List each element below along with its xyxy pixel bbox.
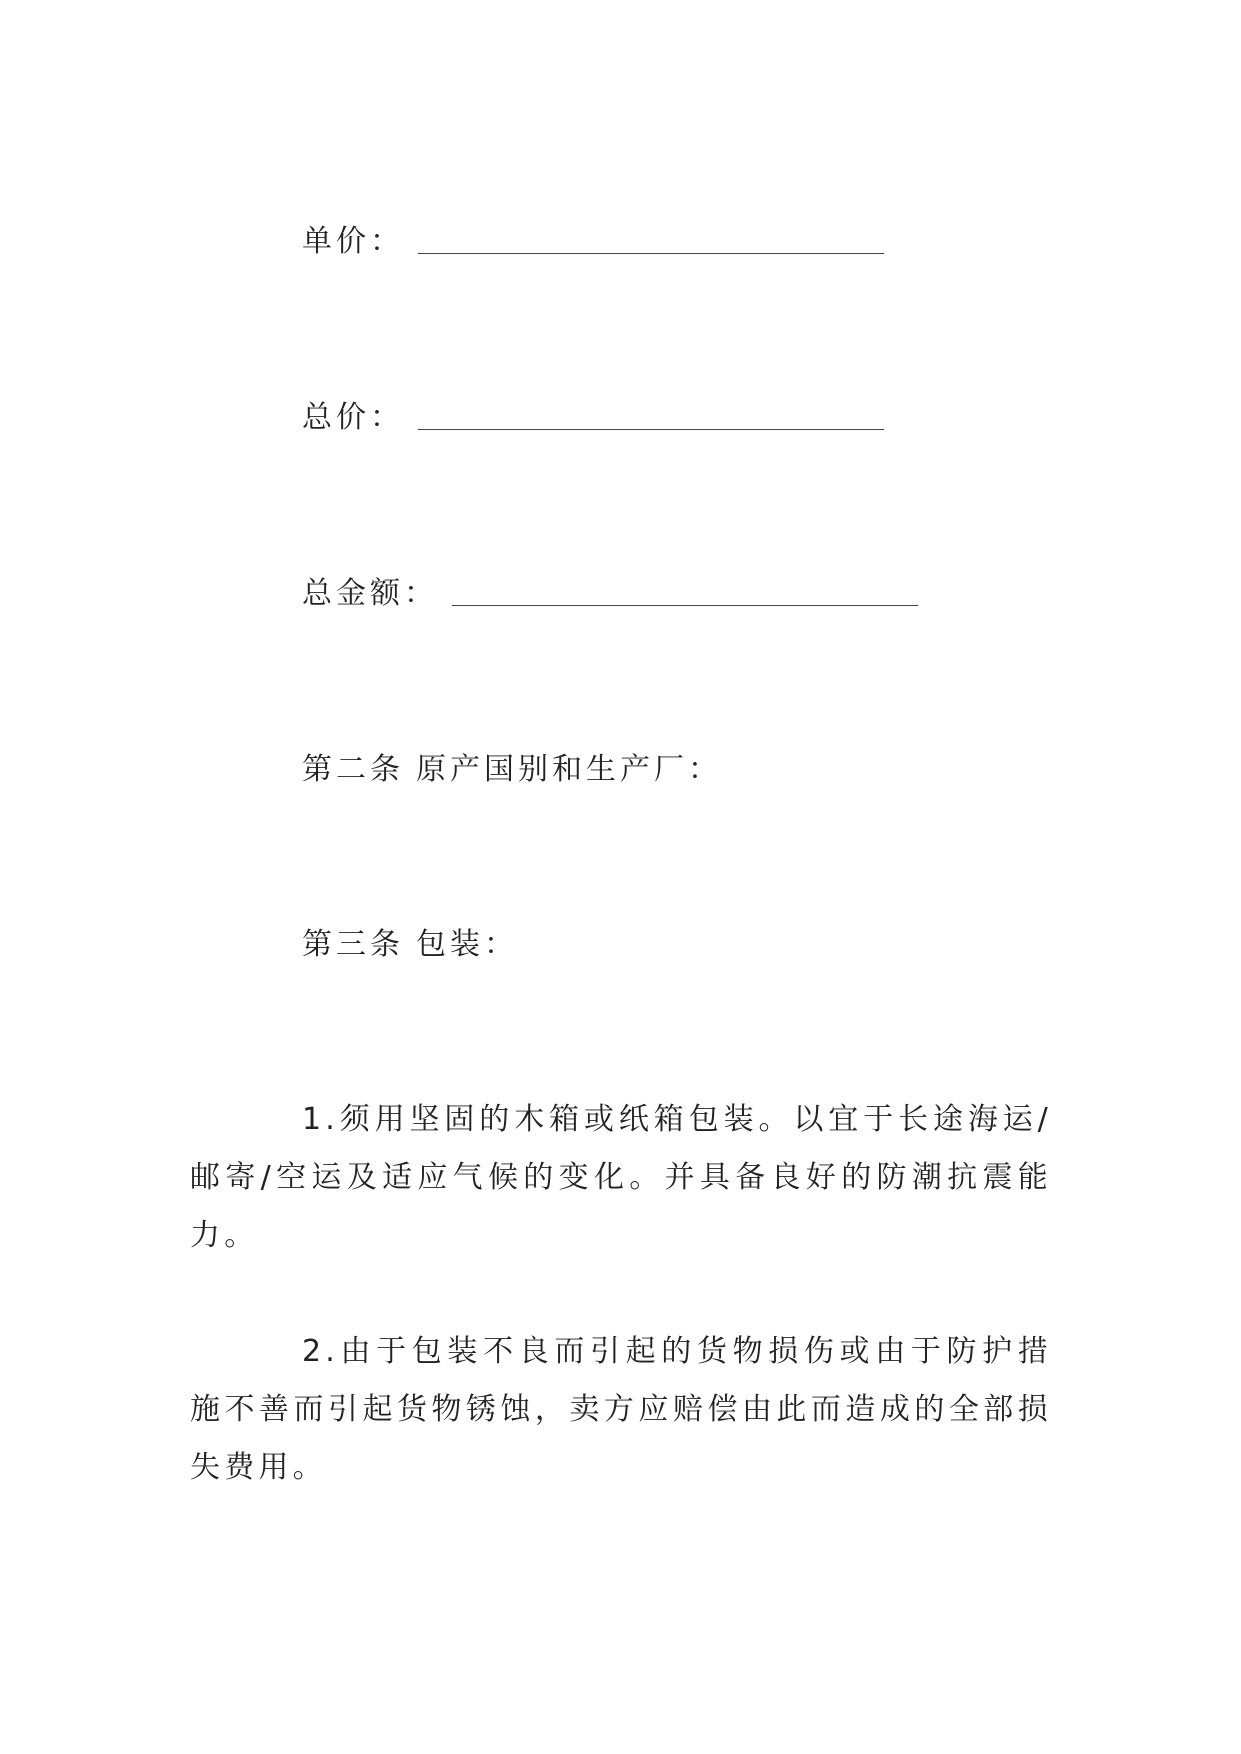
article-3-heading [302,925,518,965]
unit-price-blank[interactable] [418,214,884,254]
packaging-clause-2: 2.由于包装不良而引起的货物损伤或由于防护措施不善而引起货物锈蚀，卖方应赔偿由此而造成的全部损失费用。 [190,1334,1052,1485]
total-price-field [302,398,884,438]
article-2-number: 第二条 [302,752,404,787]
total-price-label: 总价： [302,400,404,435]
packaging-clause-1: 1.须用坚固的木箱或纸箱包装。以宜于长途海运/邮寄/空运及适应气候的变化。并具备良好的防潮抗震能力。 [190,1102,1052,1253]
total-price-blank[interactable] [418,390,884,430]
article-3-title: 包装： [416,927,518,962]
total-amount-field [302,574,918,614]
article-2-title: 原产国别和生产厂： [416,752,722,787]
total-amount-label: 总金额： [302,576,438,611]
article-2-heading [302,750,722,790]
total-amount-blank[interactable] [452,566,918,606]
unit-price-label: 单价： [302,224,404,259]
unit-price-field [302,222,884,262]
article-3-number: 第三条 [302,927,404,962]
